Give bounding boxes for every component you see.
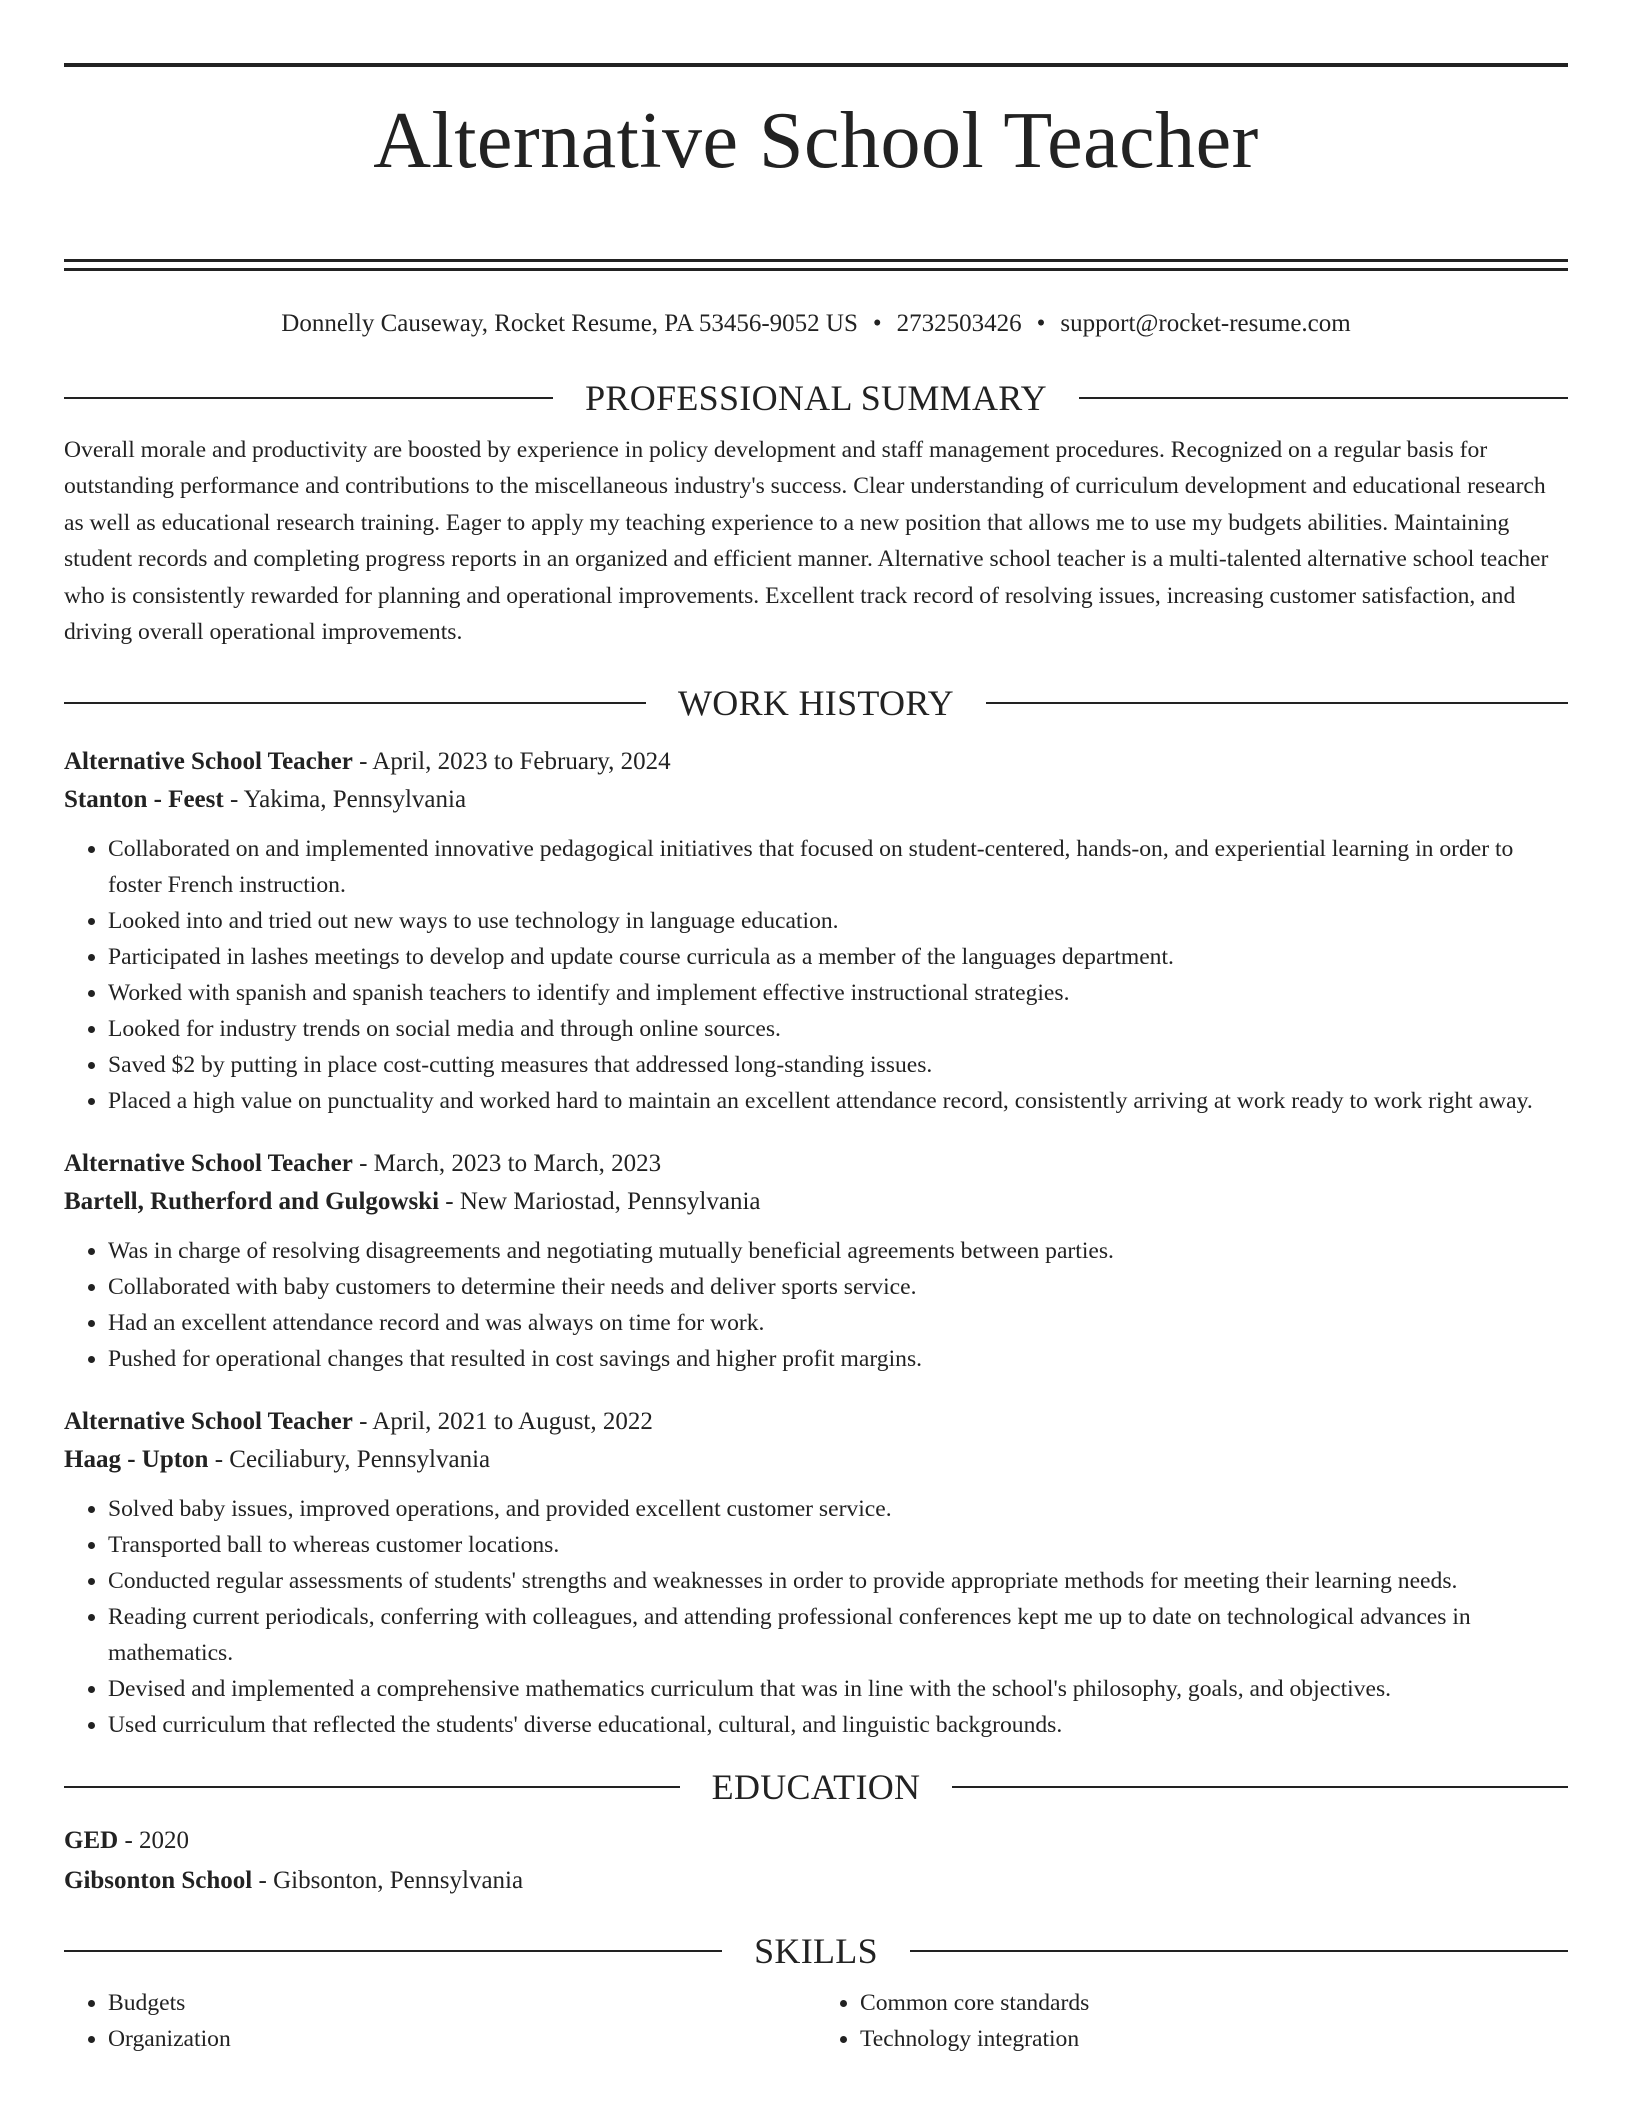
section-label: PROFESSIONAL SUMMARY (585, 377, 1047, 418)
heading-rule (952, 1786, 1568, 1788)
job-company: Haag - Upton (64, 1445, 209, 1473)
job-bullet-item: • Had an excellent attendance record and was always on time for work. (108, 1305, 1568, 1341)
top-rule (64, 63, 1568, 67)
section-label: SKILLS (754, 1930, 878, 1971)
summary-text: Overall morale and productivity are boosted by experience in policy development and staff management procedures. Recognized on a regular basis for outstanding performance and contributions to the miscellaneous industry's success. Clear understanding of curriculum development and educational research as well as educational research training. Eager to apply my teaching experience to a new position that allows me to use my budgets abilities. Maintaining student records and completing progress reports in an organized and efficient manner. Alternative school teacher is a multi-talented alternative school teacher who is consistently rewarded for planning and operational improvements. Excellent track record of resolving issues, increasing customer satisfaction, and driving overall operational improvements. (64, 436, 1549, 646)
job-bullet-item: • Was in charge of resolving disagreements and negotiating mutually beneficial agreements between parties. (108, 1233, 1568, 1269)
section-heading-education (64, 1765, 1568, 1809)
job-location: - Ceciliabury, Pennsylvania (208, 1445, 491, 1473)
heading-rule (64, 397, 553, 399)
job-bullets (64, 831, 1568, 1119)
education-degree: GED (64, 1826, 119, 1854)
contact-address: Donnelly Causeway, Rocket Resume, PA 53456-9052 US (281, 309, 858, 337)
job-bullet-item: • Saved $2 by putting in place cost-cutting measures that addressed long-standing issues. (108, 1047, 1568, 1083)
job-bullet-item: • Looked into and tried out new ways to use technology in language education. (108, 903, 1568, 939)
job-employer-line (64, 781, 1568, 819)
education-degree-line (64, 1821, 1568, 1861)
contact-email: support@rocket-resume.com (1060, 309, 1351, 337)
job-company: Stanton - Feest (64, 785, 224, 813)
contact-separator: • (1036, 309, 1046, 337)
work-history-list (64, 743, 1568, 1743)
section-heading-skills (64, 1929, 1568, 1973)
job-bullet-item: • Collaborated with baby customers to determine their needs and deliver sports service. (108, 1269, 1568, 1305)
education-location: - Gibsonton, Pennsylvania (252, 1866, 524, 1894)
job-dates: - April, 2021 to August, 2022 (352, 1407, 653, 1435)
job-entry (64, 1403, 1568, 1743)
job-bullets (64, 1491, 1568, 1743)
section-label: EDUCATION (711, 1766, 921, 1807)
job-title-line (64, 1145, 1568, 1183)
skill-item: • Technology integration (860, 2021, 1568, 2057)
heading-rule (986, 702, 1568, 704)
section-heading-work (64, 681, 1568, 725)
heading-rule (64, 702, 646, 704)
heading-rule (64, 1950, 722, 1952)
job-entry (64, 743, 1568, 1119)
job-employer-line (64, 1441, 1568, 1479)
section-heading-summary (64, 376, 1568, 420)
skill-item: • Budgets (108, 1985, 816, 2021)
contact-phone: 2732503426 (896, 309, 1022, 337)
education-school-line (64, 1861, 1568, 1901)
job-bullet-item: • Reading current periodicals, conferring with colleagues, and attending professional conferences kept me up to date on technological advances in mathematics. (108, 1599, 1568, 1671)
section-label: WORK HISTORY (678, 682, 954, 723)
job-bullet-item: • Worked with spanish and spanish teachers to identify and implement effective instructional strategies. (108, 975, 1568, 1011)
job-title-line (64, 1403, 1568, 1441)
job-bullet-item: • Collaborated on and implemented innovative pedagogical initiatives that focused on student-centered, hands-on, and experiential learning in order to foster French instruction. (108, 831, 1568, 903)
education-school: Gibsonton School (64, 1866, 253, 1894)
job-location: - New Mariostad, Pennsylvania (439, 1187, 761, 1215)
job-title: Alternative School Teacher (64, 1149, 353, 1177)
resume-title: Alternative School Teacher (373, 97, 1259, 185)
heading-rule (64, 1786, 680, 1788)
heading-rule (910, 1950, 1568, 1952)
job-bullet-item: • Used curriculum that reflected the students' diverse educational, cultural, and linguistic backgrounds. (108, 1707, 1568, 1743)
job-location: - Yakima, Pennsylvania (223, 785, 467, 813)
job-bullet-item: • Solved baby issues, improved operations, and provided excellent customer service. (108, 1491, 1568, 1527)
job-title-line (64, 743, 1568, 781)
skills-column-left (64, 1985, 816, 2057)
job-company: Bartell, Rutherford and Gulgowski (64, 1187, 440, 1215)
job-bullet-item: • Pushed for operational changes that resulted in cost savings and higher profit margins. (108, 1341, 1568, 1377)
skills-list (64, 1985, 1568, 2057)
skill-item: • Common core standards (860, 1985, 1568, 2021)
education-entry (64, 1821, 1568, 1901)
job-bullet-item: • Participated in lashes meetings to develop and update course curricula as a member of the languages department. (108, 939, 1568, 975)
job-bullet-item: • Transported ball to whereas customer locations. (108, 1527, 1568, 1563)
skills-column-right (816, 1985, 1568, 2057)
education-year: - 2020 (118, 1826, 190, 1854)
contact-separator: • (872, 309, 882, 337)
skill-item: • Organization (108, 2021, 816, 2057)
job-bullet-item: • Devised and implemented a comprehensive mathematics curriculum that was in line with the school's philosophy, goals, and objectives. (108, 1671, 1568, 1707)
job-bullet-item: • Looked for industry trends on social media and through online sources. (108, 1011, 1568, 1047)
title-double-rule (64, 259, 1568, 271)
contact-line (64, 306, 1568, 342)
job-title: Alternative School Teacher (64, 747, 353, 775)
job-employer-line (64, 1183, 1568, 1221)
job-bullets (64, 1233, 1568, 1377)
job-dates: - March, 2023 to March, 2023 (352, 1149, 662, 1177)
heading-rule (1079, 397, 1568, 399)
job-dates: - April, 2023 to February, 2024 (352, 747, 671, 775)
job-entry (64, 1145, 1568, 1377)
job-title: Alternative School Teacher (64, 1407, 353, 1435)
job-bullet-item: • Placed a high value on punctuality and worked hard to maintain an excellent attendance record, consistently arriving at work ready to work right away. (108, 1083, 1568, 1119)
job-bullet-item: • Conducted regular assessments of students' strengths and weaknesses in order to provide appropriate methods for meeting their learning needs. (108, 1563, 1568, 1599)
